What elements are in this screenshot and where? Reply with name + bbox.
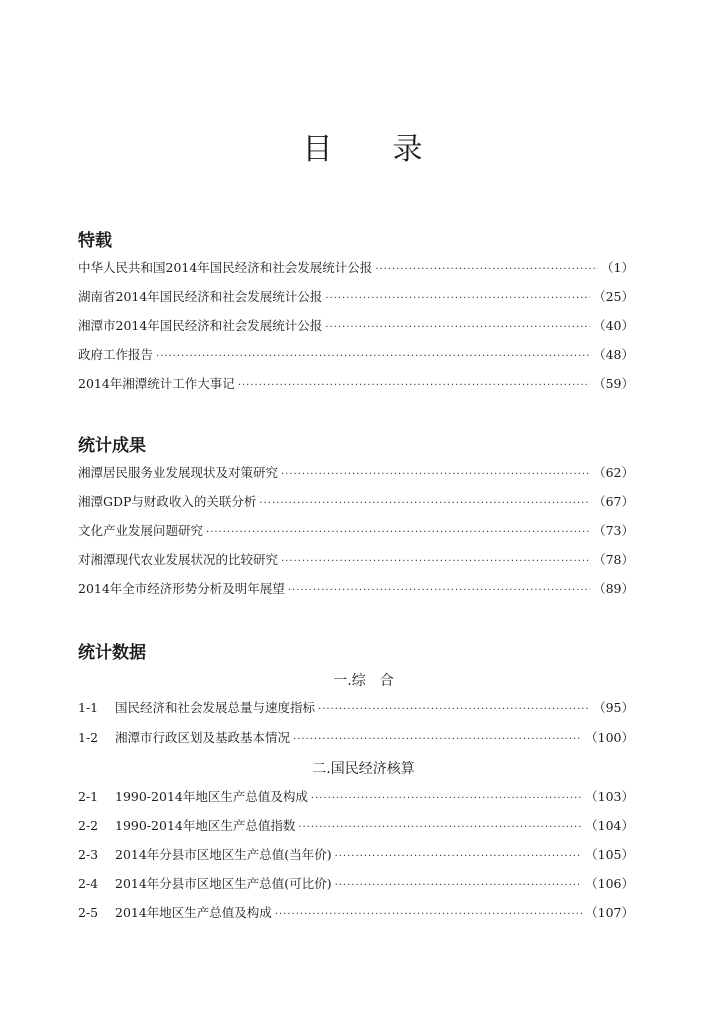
toc-entry-title: 1990-2014年地区生产总值指数 bbox=[115, 818, 296, 833]
toc-entry-page: （78） bbox=[593, 552, 634, 567]
toc-entry[interactable] bbox=[78, 521, 634, 541]
toc-entry-number: 1-2 bbox=[78, 730, 99, 745]
toc-entry[interactable] bbox=[78, 845, 634, 865]
dot-leader bbox=[318, 704, 590, 715]
toc-entry-page: （100） bbox=[585, 730, 634, 745]
dot-leader bbox=[325, 322, 590, 333]
toc-entry-title: 湘潭居民服务业发展现状及对策研究 bbox=[78, 465, 279, 480]
section-heading-data: 统计数据 bbox=[78, 643, 146, 663]
toc-entry[interactable] bbox=[78, 463, 634, 483]
toc-entry[interactable] bbox=[78, 874, 634, 894]
toc-entry-number: 1-1 bbox=[78, 700, 99, 715]
toc-entry-title: 中华人民共和国2014年国民经济和社会发展统计公报 bbox=[78, 260, 373, 275]
section-heading-results: 统计成果 bbox=[78, 436, 146, 456]
toc-entry[interactable] bbox=[78, 258, 634, 278]
toc-entry[interactable] bbox=[78, 816, 634, 836]
toc-entry-page: （1） bbox=[601, 260, 634, 275]
toc-entry-number: 2-1 bbox=[78, 789, 99, 804]
dot-leader bbox=[238, 380, 590, 391]
toc-entry-title: 2014年湘潭统计工作大事记 bbox=[78, 376, 235, 391]
dot-leader bbox=[288, 585, 590, 596]
toc-entry[interactable] bbox=[78, 345, 634, 365]
toc-entry[interactable] bbox=[78, 698, 634, 718]
toc-entry-page: （104） bbox=[585, 818, 634, 833]
toc-entry-page: （40） bbox=[593, 318, 634, 333]
dot-leader bbox=[281, 556, 590, 567]
toc-entry[interactable] bbox=[78, 787, 634, 807]
toc-entry[interactable] bbox=[78, 287, 634, 307]
toc-entry-title: 湘潭市行政区划及基政基本情况 bbox=[115, 730, 291, 745]
dot-leader bbox=[335, 880, 583, 891]
dot-leader bbox=[281, 469, 590, 480]
dot-leader bbox=[325, 293, 590, 304]
dot-leader bbox=[206, 527, 590, 538]
toc-entry[interactable] bbox=[78, 579, 634, 599]
dot-leader bbox=[298, 822, 582, 833]
toc-entry-page: （62） bbox=[593, 465, 634, 480]
toc-entry-page: （106） bbox=[585, 876, 634, 891]
page-title bbox=[0, 124, 727, 168]
page-title-left: 目 bbox=[302, 132, 335, 167]
toc-entry[interactable] bbox=[78, 316, 634, 336]
toc-entry[interactable] bbox=[78, 903, 634, 923]
toc-entry-page: （103） bbox=[585, 789, 634, 804]
toc-entry[interactable] bbox=[78, 550, 634, 570]
toc-entry-page: （73） bbox=[593, 523, 634, 538]
dot-leader bbox=[311, 793, 582, 804]
toc-entry-page: （89） bbox=[593, 581, 634, 596]
toc-entry-title: 湘潭GDP与财政收入的关联分析 bbox=[78, 494, 257, 509]
subsection-heading: 二.国民经济核算 bbox=[312, 761, 415, 777]
toc-entry-number: 2-2 bbox=[78, 818, 99, 833]
section-heading-special: 特载 bbox=[78, 231, 112, 251]
toc-entry-page: （59） bbox=[593, 376, 634, 391]
dot-leader bbox=[375, 264, 598, 275]
dot-leader bbox=[335, 851, 583, 862]
toc-entry-number: 2-5 bbox=[78, 905, 99, 920]
toc-entry-page: （105） bbox=[585, 847, 634, 862]
subsection-heading: 一.综 合 bbox=[333, 673, 394, 689]
page-title-right: 录 bbox=[392, 132, 425, 167]
toc-entry-title: 国民经济和社会发展总量与速度指标 bbox=[115, 700, 316, 715]
toc-entry-title: 1990-2014年地区生产总值及构成 bbox=[115, 789, 308, 804]
toc-entry-page: （25） bbox=[593, 289, 634, 304]
toc-entry[interactable] bbox=[78, 374, 634, 394]
toc-entry-title: 文化产业发展问题研究 bbox=[78, 523, 204, 538]
toc-entry-title: 湘潭市2014年国民经济和社会发展统计公报 bbox=[78, 318, 323, 333]
toc-entry-title: 对湘潭现代农业发展状况的比较研究 bbox=[78, 552, 279, 567]
toc-entry[interactable] bbox=[78, 728, 634, 748]
toc-entry-title: 政府工作报告 bbox=[78, 347, 154, 362]
toc-entry-page: （48） bbox=[593, 347, 634, 362]
toc-entry-title: 2014年地区生产总值及构成 bbox=[115, 905, 272, 920]
toc-entry-page: （67） bbox=[593, 494, 634, 509]
toc-entry-title: 湖南省2014年国民经济和社会发展统计公报 bbox=[78, 289, 323, 304]
dot-leader bbox=[156, 351, 590, 362]
dot-leader bbox=[275, 909, 582, 920]
toc-entry[interactable] bbox=[78, 492, 634, 512]
toc-entry-page: （107） bbox=[585, 905, 634, 920]
toc-entry-title: 2014年分县市区地区生产总值(当年价) bbox=[115, 847, 332, 862]
toc-entry-page: （95） bbox=[593, 700, 634, 715]
toc-entry-title: 2014年分县市区地区生产总值(可比价) bbox=[115, 876, 332, 891]
toc-entry-number: 2-4 bbox=[78, 876, 99, 891]
toc-entry-title: 2014年全市经济形势分析及明年展望 bbox=[78, 581, 285, 596]
dot-leader bbox=[259, 498, 590, 509]
toc-entry-number: 2-3 bbox=[78, 847, 99, 862]
dot-leader bbox=[293, 734, 582, 745]
